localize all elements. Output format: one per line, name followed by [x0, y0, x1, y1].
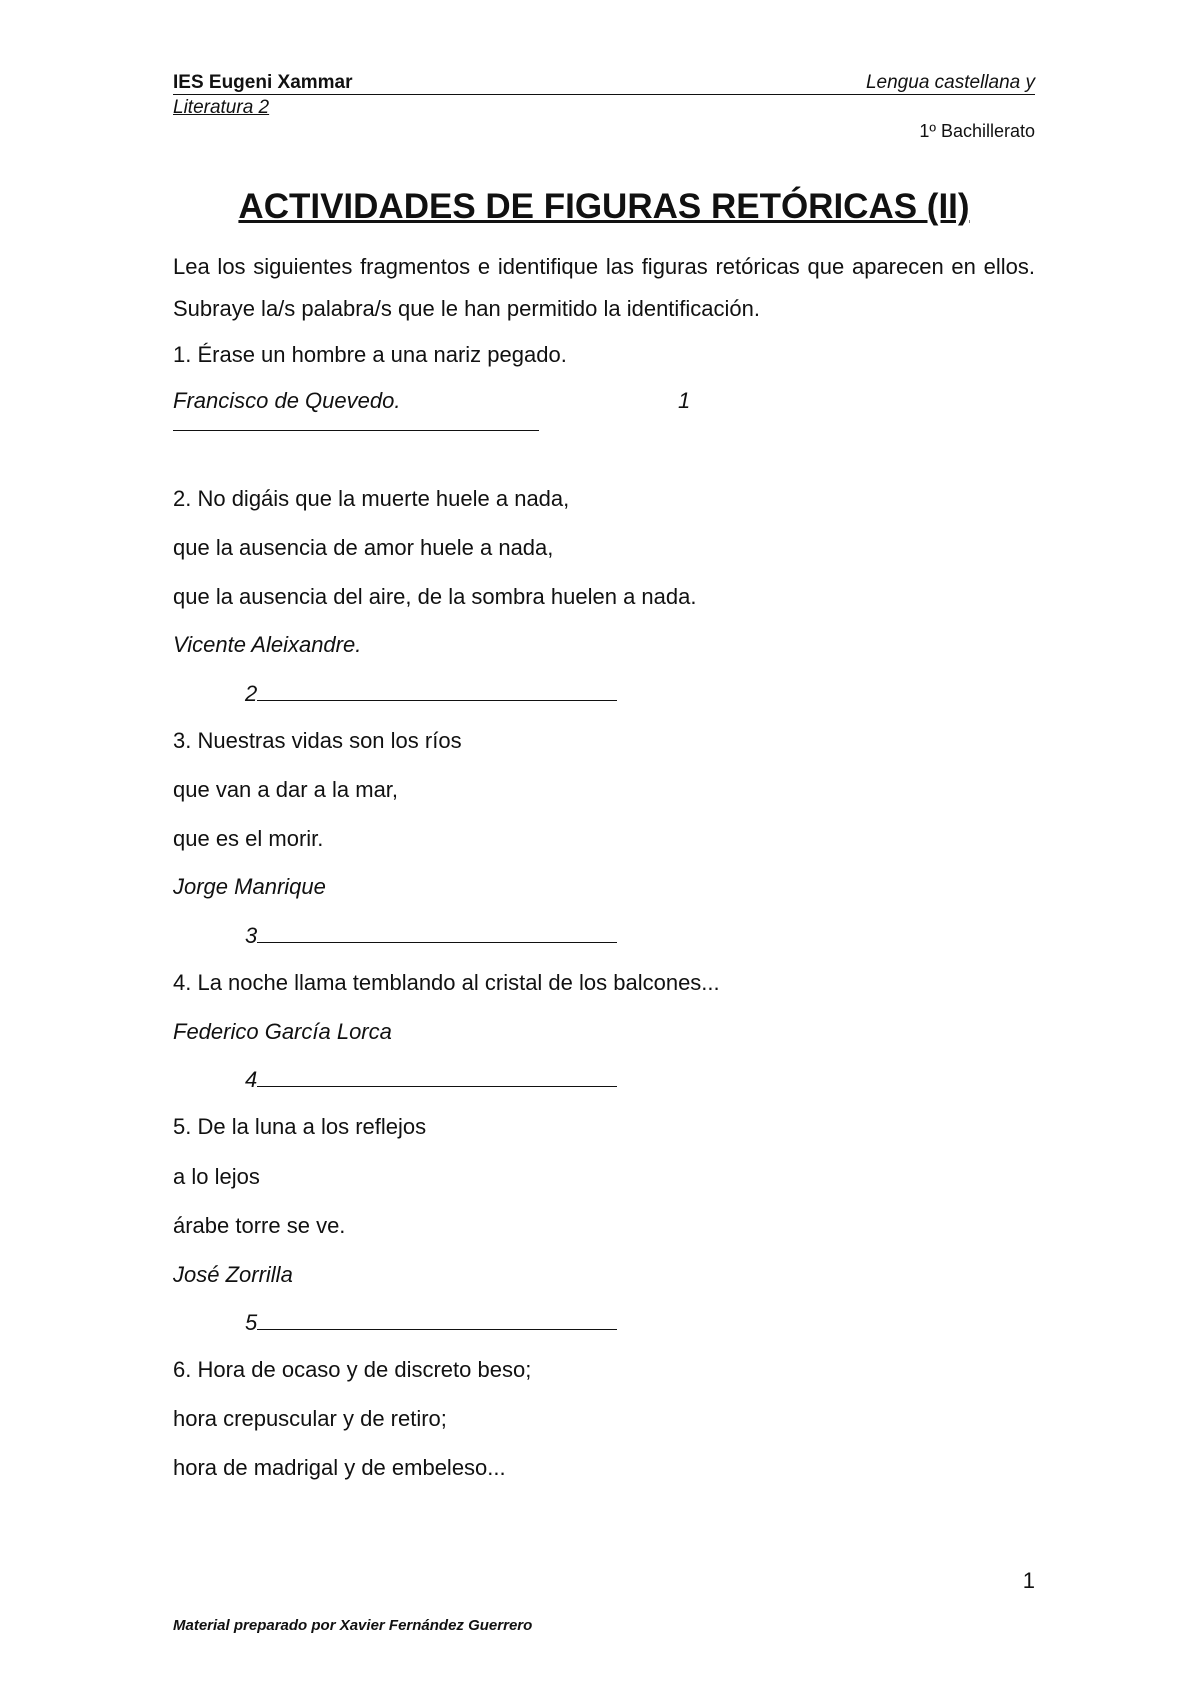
answer-number: 2: [245, 681, 258, 706]
fragment-line: a lo lejos: [173, 1164, 260, 1189]
subject-name: Lengua castellana y: [865, 72, 1035, 93]
fragment-line: 4. La noche llama temblando al cristal de los balcones...: [173, 970, 720, 995]
answer-number: 5: [245, 1310, 258, 1335]
fragment-line: hora de madrigal y de embeleso...: [173, 1455, 506, 1480]
fragment-line: 5. De la luna a los reflejos: [173, 1114, 427, 1139]
fragment-line: que la ausencia de amor huele a nada,: [173, 535, 554, 560]
document-page: [173, 0, 1035, 1698]
answer-field[interactable]: [245, 1064, 617, 1095]
school-name: IES Eugeni Xammar: [173, 72, 353, 93]
answer-number: 4: [245, 1067, 258, 1092]
fragment-line: 2. No digáis que la muerte huele a nada,: [173, 486, 570, 511]
answer-line[interactable]: [257, 1307, 617, 1330]
fragment-author: Jorge Manrique: [173, 874, 326, 899]
answer-field[interactable]: [245, 678, 617, 709]
page-title: ACTIVIDADES DE FIGURAS RETÓRICAS (II): [238, 187, 970, 226]
answer-field[interactable]: [245, 920, 617, 951]
fragment-author: Vicente Aleixandre.: [173, 632, 362, 657]
fragment-line: 1. Érase un hombre a una nariz pegado.: [173, 342, 567, 367]
answer-number: 3: [245, 923, 258, 948]
course-level: 1º Bachillerato: [919, 121, 1035, 141]
fragment-author: Francisco de Quevedo.: [173, 388, 401, 413]
fragment-author: Federico García Lorca: [173, 1019, 392, 1044]
page-footer: Material preparado por Xavier Fernández Guerrero: [173, 1617, 533, 1634]
subject-name-cont: Literatura 2: [173, 97, 270, 118]
fragment-line: que es el morir.: [173, 826, 324, 851]
answer-line[interactable]: [173, 430, 539, 431]
instructions: Lea los siguientes fragmentos e identifique las figuras retóricas que aparecen en ellos. Subraye la/s palabra/s que le han permitido la identificación.: [173, 254, 1035, 321]
page-header: [173, 72, 1035, 95]
answer-line[interactable]: [257, 1064, 617, 1087]
answer-field[interactable]: [245, 1307, 617, 1338]
fragment-line: 3. Nuestras vidas son los ríos: [173, 728, 462, 753]
fragment-line: que van a dar a la mar,: [173, 777, 399, 802]
fragment-line: que la ausencia del aire, de la sombra huelen a nada.: [173, 584, 697, 609]
fragment-line: hora crepuscular y de retiro;: [173, 1406, 447, 1431]
fragment-line: árabe torre se ve.: [173, 1213, 346, 1238]
fragment-line: 6. Hora de ocaso y de discreto beso;: [173, 1357, 532, 1382]
answer-line[interactable]: [257, 678, 617, 701]
page-number: 1: [1022, 1568, 1035, 1593]
fragment-author: José Zorrilla: [173, 1262, 293, 1287]
answer-number: 1: [678, 388, 691, 413]
answer-line[interactable]: [257, 920, 617, 943]
